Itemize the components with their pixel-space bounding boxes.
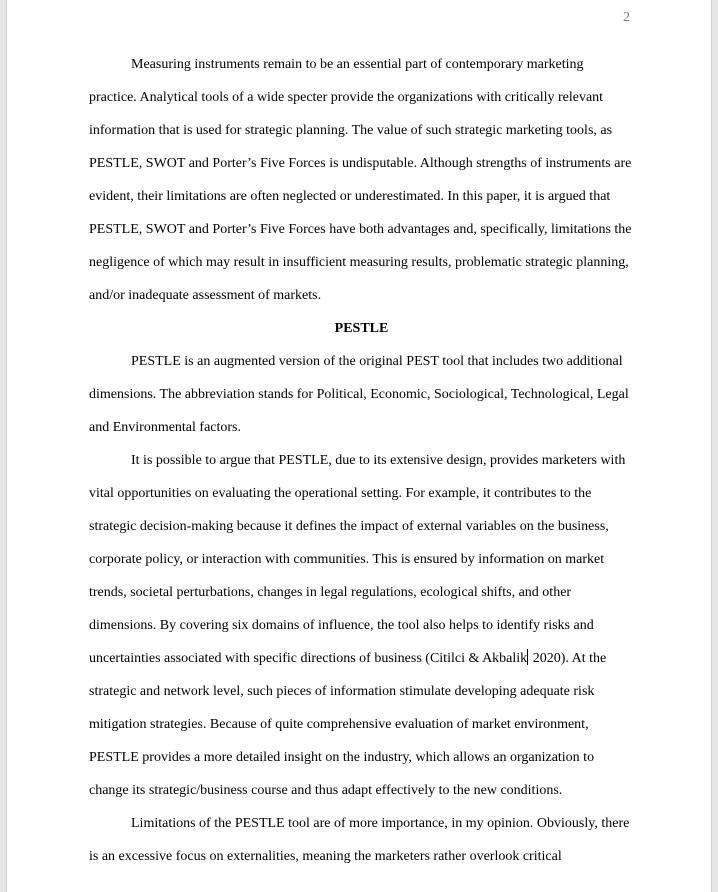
paragraph-pestle-limitations[interactable]: Limitations of the PESTLE tool are of more importance, in my opinion. Obviously, there is an excessive focus on externalities, meaning the marketers rather overlook critical bbox=[89, 816, 630, 864]
page-edge-left bbox=[0, 0, 7, 892]
paragraph-pestle-advantages[interactable] bbox=[89, 444, 634, 807]
page-edge-right bbox=[711, 0, 718, 892]
paragraph-pestle-definition[interactable]: PESTLE is an augmented version of the original PEST tool that includes two additional dimensions. The abbreviation stands for Political, Economic, Sociological, Technological, Legal and Environmental factors. bbox=[89, 354, 629, 435]
paragraph-intro[interactable]: Measuring instruments remain to be an essential part of contemporary marketing practice. Analytical tools of a wide specter provide the organizations with critically relevant information that is used for strategic planning. The value of such strategic marketing tools, as PESTLE, SWOT and Porter’s Five Forces is undisputable. Although strengths of instruments are evident, their limitations are often neglected or underestimated. In this paper, it is argued that PESTLE, SWOT and Porter’s Five Forces have both advantages and, specifically, limitations the negligence of which may result in insufficient measuring results, problematic strategic planning, and/or inadequate assessment of markets. bbox=[89, 57, 632, 303]
page-number: 2 bbox=[623, 10, 630, 25]
paragraph-text-before-cursor: It is possible to argue that PESTLE, due to its extensive design, provides marketers with vital opportunities on evaluating the operational setting. For example, it contributes to the strategic decision-making because it defines the impact of external variables on the business, corporate policy, or interaction with communities. This is ensured by information on market trends, societal perturbations, changes in legal regulations, ecological shifts, and other dimensions. By covering six domains of influence, the tool also helps to identify risks and uncertainties associated with specific directions of business (Citilci & Akbalik bbox=[89, 453, 626, 666]
section-heading-pestle[interactable]: PESTLE bbox=[334, 321, 389, 336]
paragraph-text-after-cursor: 2020). At the strategic and network level, such pieces of information stimulate developing adequate risk mitigation strategies. Because of quite comprehensive evaluation of market environment, PESTLE provides a more detailed insight on the industry, which allows an organization to change its strategic/business course and thus adapt effectively to the new conditions. bbox=[89, 651, 607, 798]
document-body[interactable] bbox=[89, 48, 634, 873]
